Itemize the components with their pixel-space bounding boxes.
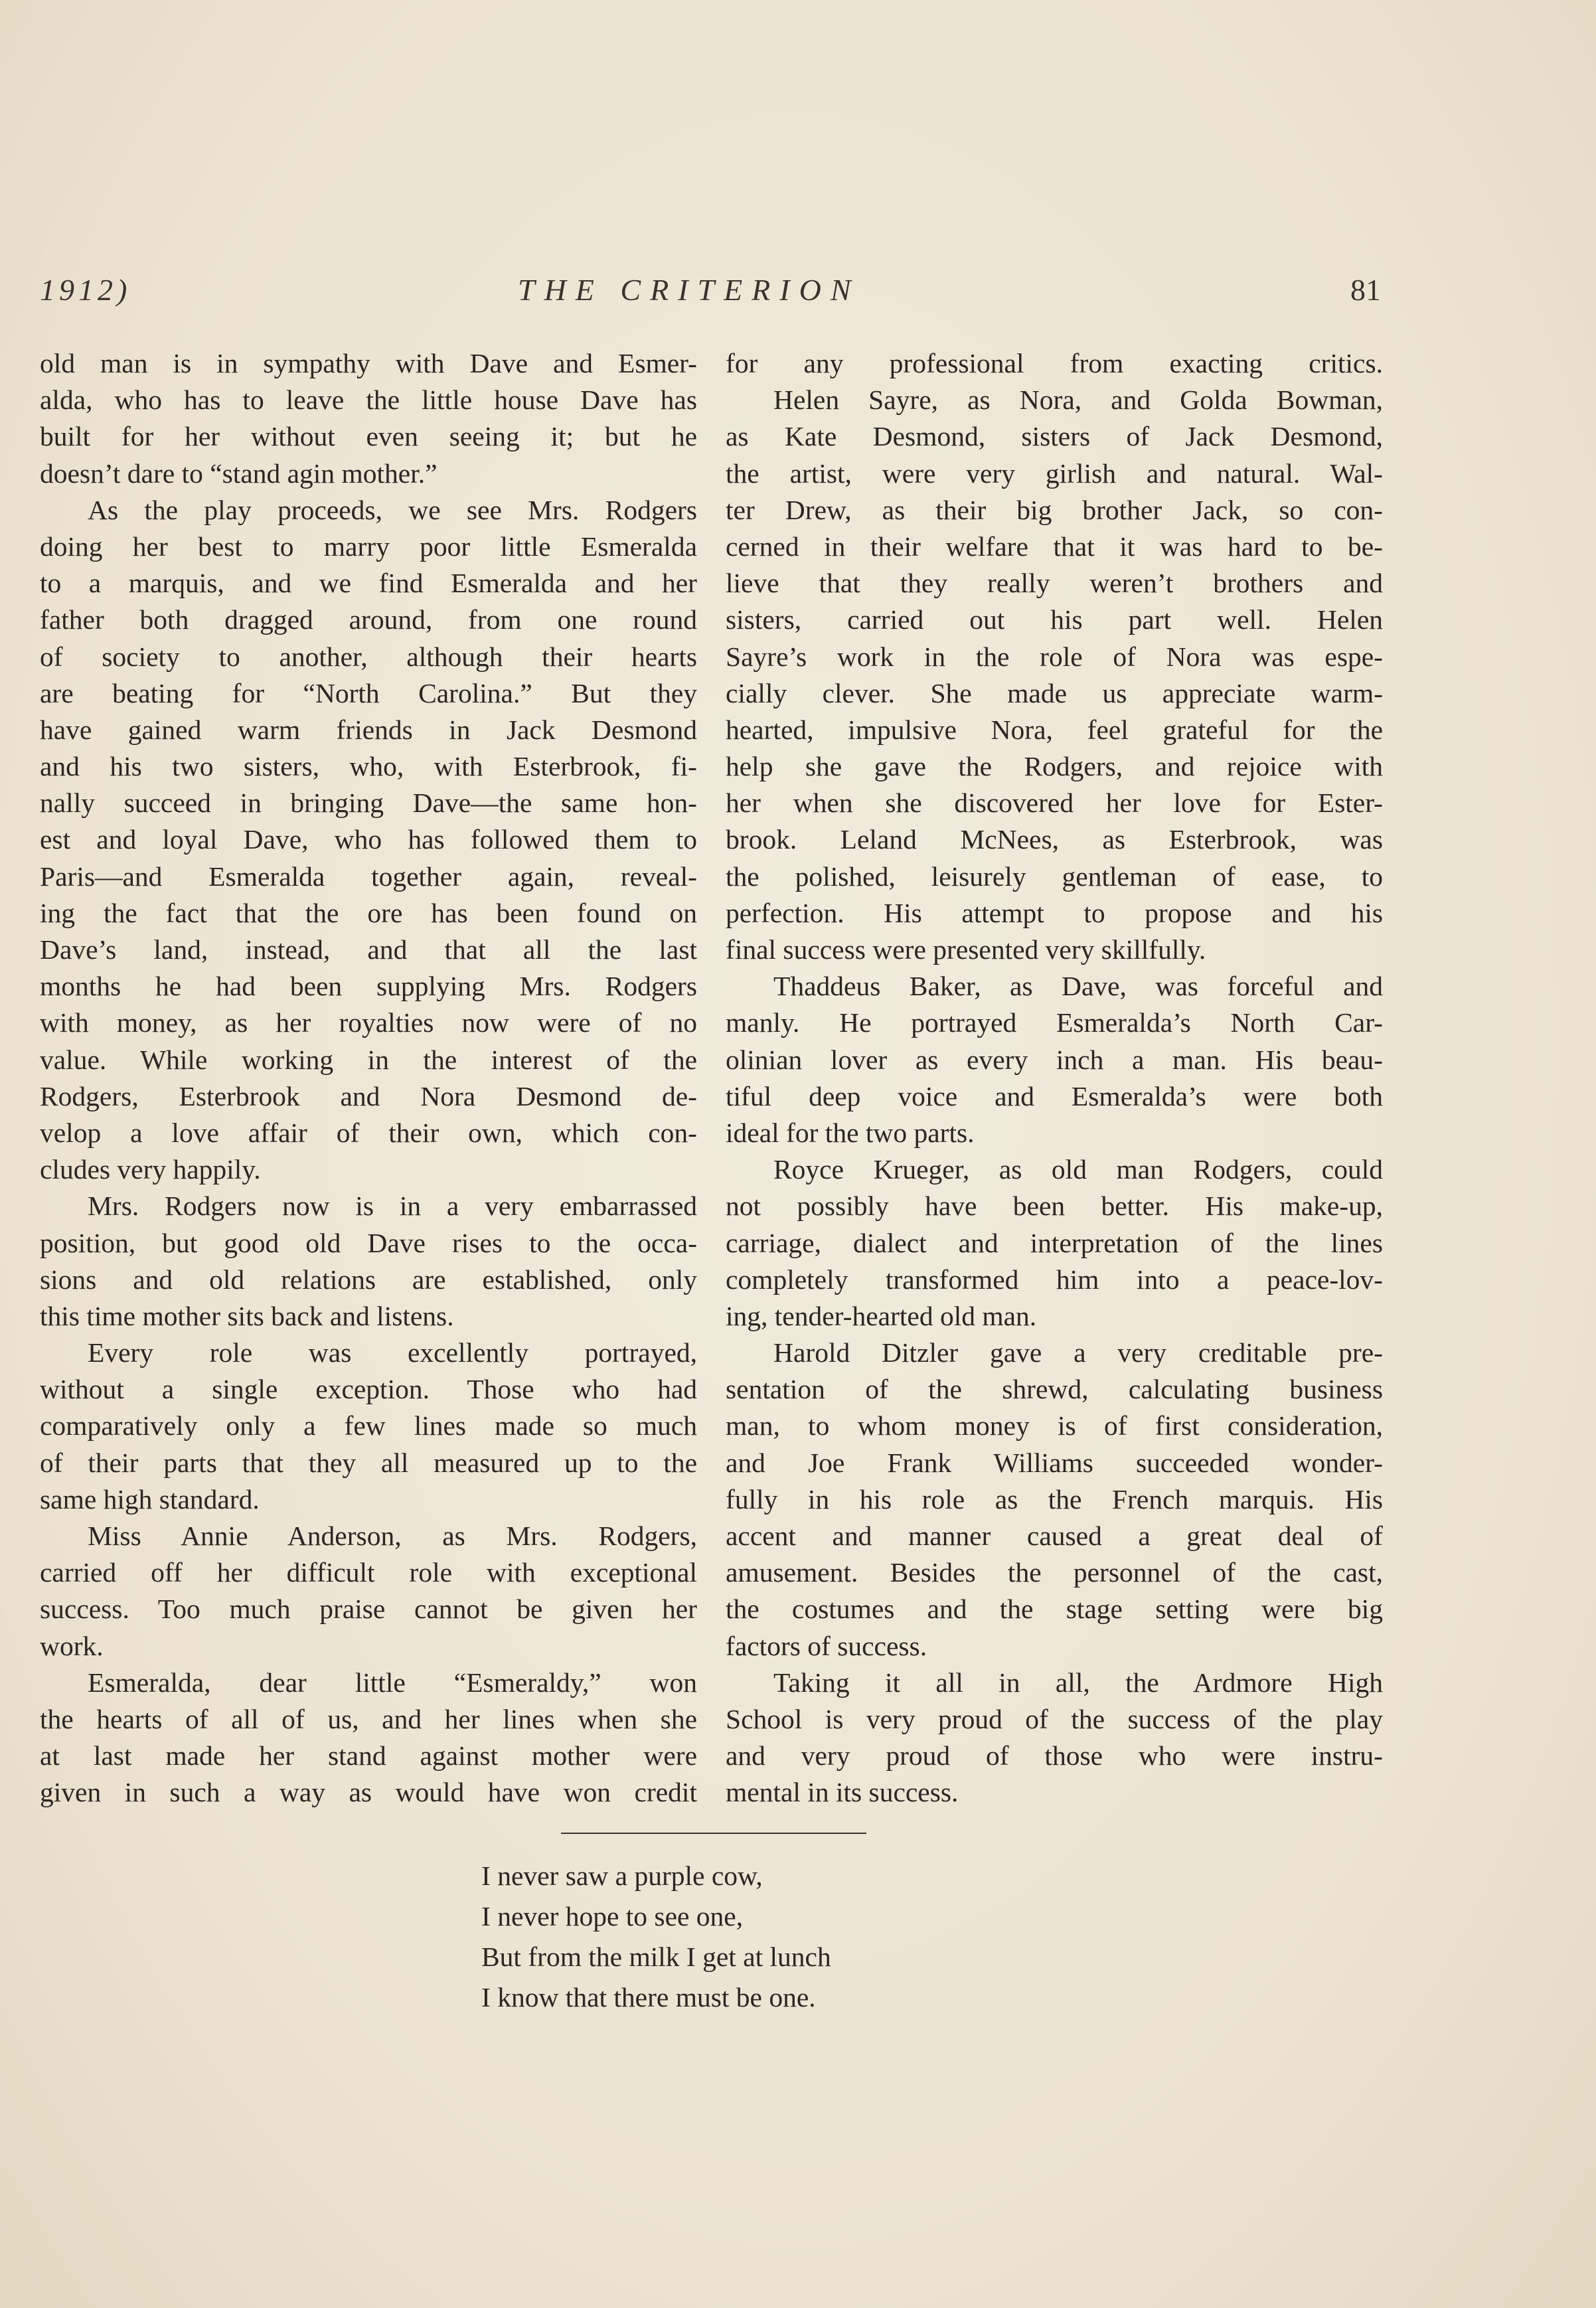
text-line: factors of success. (726, 1630, 927, 1661)
text-line: doesn’t dare to “stand agin mother.” (40, 457, 438, 489)
text-line: Esmeralda, dear little “Esmeraldy,” won (88, 1667, 697, 1698)
text-line: man, to whom money is of first consideration, (726, 1410, 1383, 1442)
header-year: 1912) (40, 273, 131, 307)
text-line: Rodgers, Esterbrook and Nora Desmond de- (40, 1080, 697, 1112)
text-line: Every role was excellently portrayed, (88, 1337, 697, 1368)
text-line: ing, tender-hearted old man. (726, 1300, 1037, 1331)
text-line: built for her without even seeing it; but he (40, 421, 697, 452)
text-line: of their parts that they all measured up to the (40, 1447, 697, 1478)
text-line: sions and old relations are established, only (40, 1264, 697, 1295)
text-line: accent and manner caused a great deal of (726, 1521, 1383, 1551)
text-line: Harold Ditzler gave a very creditable pre- (773, 1337, 1383, 1368)
text-line: hearted, impulsive Nora, feel grateful for the (726, 714, 1383, 745)
text-line: not possibly have been better. His make-up, (726, 1191, 1383, 1222)
text-line: manly. He portrayed Esmeralda’s North Car- (726, 1007, 1383, 1038)
text-line: of society to another, although their hearts (40, 641, 697, 672)
text-line: mental in its success. (726, 1777, 959, 1808)
text-line: work. (40, 1630, 104, 1661)
text-line: same high standard. (40, 1483, 260, 1515)
text-line: Thaddeus Baker, as Dave, was forceful and (773, 971, 1383, 1002)
text-line: the costumes and the stage setting were big (726, 1594, 1383, 1625)
text-line: Helen Sayre, as Nora, and Golda Bowman, (773, 384, 1383, 416)
text-line: sisters, carried out his part well. Helen (726, 604, 1383, 635)
text-line: with money, as her royalties now were of no (40, 1007, 697, 1038)
text-line: final success were presented very skillfully. (726, 934, 1206, 965)
text-line: comparatively only a few lines made so much (40, 1410, 697, 1442)
text-line: brook. Leland McNees, as Esterbrook, was (726, 824, 1383, 855)
poem (481, 1856, 831, 2018)
text-line: father both dragged around, from one round (40, 604, 697, 635)
text-line: her when she discovered her love for Ester- (726, 787, 1383, 819)
text-line: ing the fact that the ore has been found on (40, 897, 697, 928)
text-line: this time mother sits back and listens. (40, 1300, 454, 1331)
text-line: ter Drew, as their big brother Jack, so con- (726, 494, 1383, 525)
text-line: the artist, were very girlish and natural. Wal- (726, 457, 1383, 489)
text-line: completely transformed him into a peace-lov- (726, 1264, 1383, 1295)
text-line: Royce Krueger, as old man Rodgers, could (773, 1154, 1383, 1185)
text-line: and very proud of those who were instru- (726, 1740, 1383, 1772)
text-line: given in such a way as would have won credit (40, 1777, 697, 1808)
text-line: at last made her stand against mother were (40, 1740, 697, 1772)
text-line: old man is in sympathy with Dave and Esmer- (40, 348, 697, 378)
left-column (40, 345, 697, 1811)
text-line: and his two sisters, who, with Esterbrook, fi- (40, 751, 697, 782)
text-line: amusement. Besides the personnel of the cast, (726, 1557, 1383, 1588)
text-line: nally succeed in bringing Dave—the same hon- (40, 787, 697, 819)
text-line: perfection. His attempt to propose and his (726, 897, 1383, 928)
poem-line: I never saw a purple cow, (481, 1860, 763, 1891)
section-divider (561, 1833, 866, 1834)
text-line: est and loyal Dave, who has followed them to (40, 824, 697, 855)
text-line: tiful deep voice and Esmeralda’s were both (726, 1080, 1383, 1112)
text-line: cially clever. She made us appreciate warm- (726, 677, 1383, 708)
text-line: success. Too much praise cannot be given her (40, 1594, 697, 1625)
text-line: cludes very happily. (40, 1154, 261, 1185)
poem-line: But from the milk I get at lunch (481, 1941, 831, 1972)
text-line: value. While working in the interest of the (40, 1044, 697, 1075)
text-line: doing her best to marry poor little Esmeralda (40, 531, 697, 562)
text-line: Paris—and Esmeralda together again, reveal- (40, 861, 697, 892)
text-line: months he had been supplying Mrs. Rodgers (40, 971, 697, 1002)
text-line: help she gave the Rodgers, and rejoice with (726, 751, 1383, 782)
poem-line: I know that there must be one. (481, 1982, 816, 2013)
text-line: Taking it all in all, the Ardmore High (773, 1667, 1383, 1698)
running-header (40, 272, 1381, 319)
text-line: carriage, dialect and interpretation of the lines (726, 1227, 1383, 1258)
text-line: position, but good old Dave rises to the occa- (40, 1227, 697, 1258)
text-line: Sayre’s work in the role of Nora was espe- (726, 641, 1383, 672)
text-line: cerned in their welfare that it was hard to be- (726, 531, 1383, 562)
poem-line: I never hope to see one, (481, 1901, 744, 1932)
text-line: ideal for the two parts. (726, 1117, 975, 1148)
text-line: for any professional from exacting critics. (726, 348, 1383, 378)
text-line: Dave’s land, instead, and that all the last (40, 934, 697, 965)
text-line: carried off her difficult role with exceptional (40, 1557, 697, 1588)
text-line: the hearts of all of us, and her lines when she (40, 1703, 697, 1734)
page-number: 81 (1350, 273, 1381, 307)
right-column (726, 345, 1383, 1811)
text-line: olinian lover as every inch a man. His beau- (726, 1044, 1383, 1075)
text-line: the polished, leisurely gentleman of ease, to (726, 861, 1383, 892)
text-line: As the play proceeds, we see Mrs. Rodgers (88, 494, 697, 525)
text-line: to a marquis, and we find Esmeralda and her (40, 568, 697, 599)
text-line: and Joe Frank Williams succeeded wonder- (726, 1447, 1383, 1478)
text-line: are beating for “North Carolina.” But they (40, 677, 697, 708)
text-line: have gained warm friends in Jack Desmond (40, 714, 697, 745)
text-line: without a single exception. Those who had (40, 1374, 697, 1405)
text-line: velop a love affair of their own, which con- (40, 1117, 697, 1148)
text-line: fully in his role as the French marquis. His (726, 1483, 1383, 1515)
header-title: THE CRITERION (518, 273, 860, 307)
text-line: School is very proud of the success of the play (726, 1703, 1383, 1734)
text-line: lieve that they really weren’t brothers and (726, 568, 1383, 599)
text-line: Mrs. Rodgers now is in a very embarrassed (88, 1191, 697, 1222)
text-line: alda, who has to leave the little house Dave has (40, 384, 697, 416)
text-line: sentation of the shrewd, calculating business (726, 1374, 1383, 1405)
text-line: Miss Annie Anderson, as Mrs. Rodgers, (88, 1521, 697, 1551)
text-line: as Kate Desmond, sisters of Jack Desmond, (726, 421, 1383, 452)
